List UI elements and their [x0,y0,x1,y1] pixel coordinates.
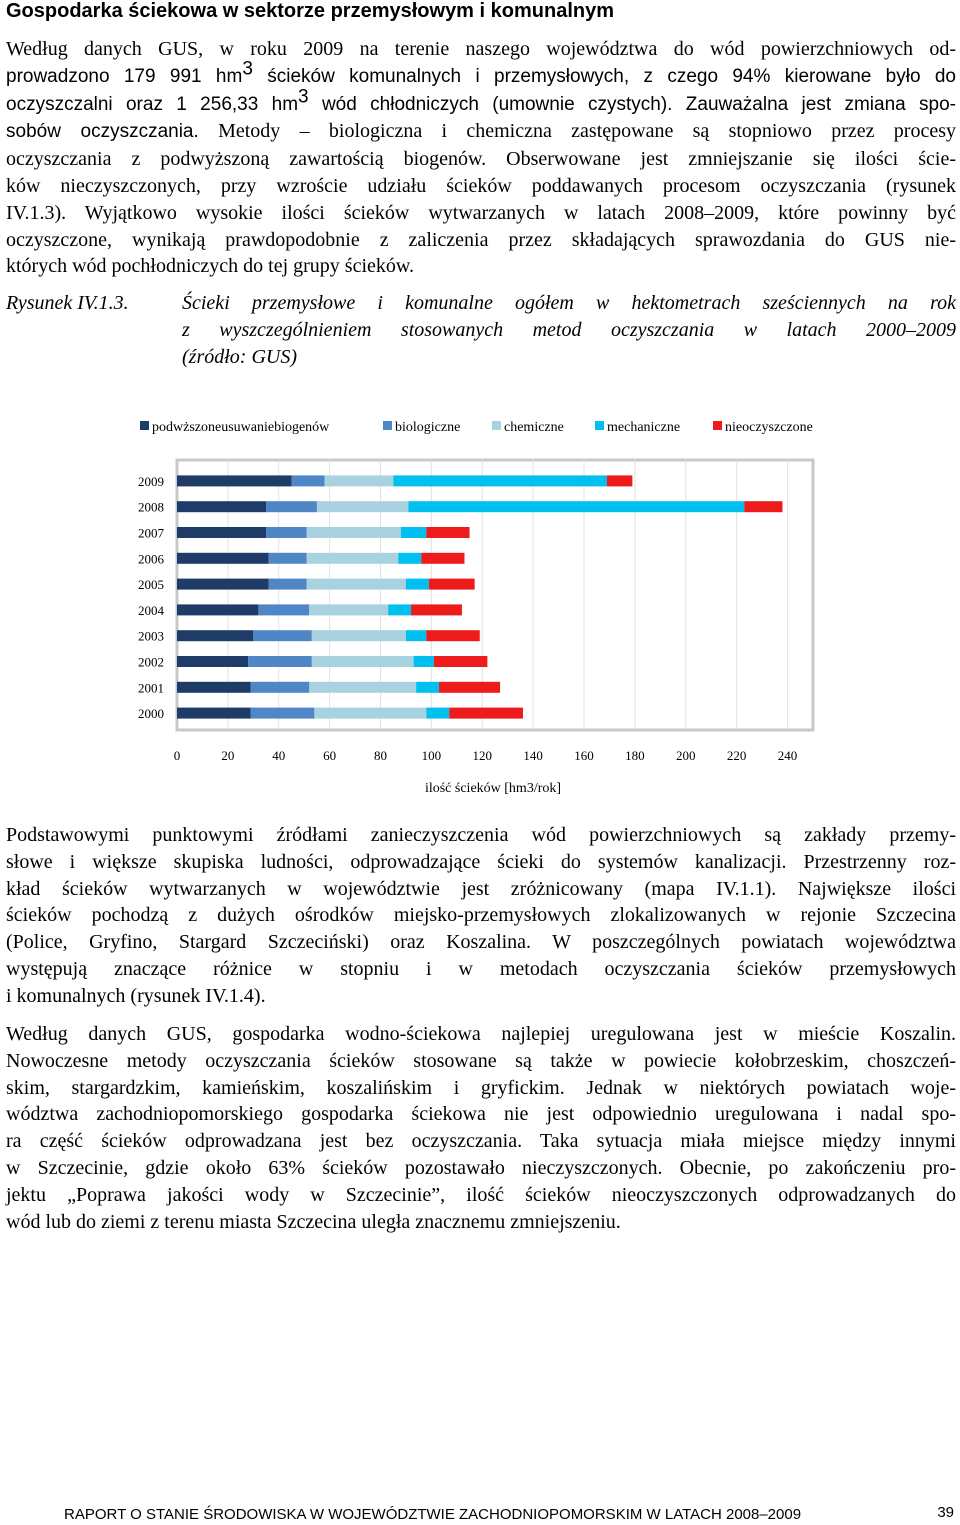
text-line: których wód pochłodniczych do tej grupy ścieków. [6,255,415,278]
caption-line: z wyszczególnieniem stosowanych metod oczyszczania w latach 2000–2009 [182,318,956,341]
bar-segment [309,604,388,615]
bar-segment [406,579,429,590]
text-fragment: oczyszczalni oraz 1 256,33 hm [6,93,299,115]
y-tick-label: 2000 [138,706,164,722]
bar-segment [177,501,266,512]
bar-segment [429,579,475,590]
bar-segment [414,656,434,667]
paragraph-management [6,1021,956,1235]
text-line: jektu „Poprawa jakości wody w Szczecinie”, ilość ścieków nieoczyszczonych odprowadzanych do [6,1183,956,1206]
bar-segment [266,527,307,538]
paragraph-sources [6,822,956,1010]
bar-segment [307,553,399,564]
bar-segment [388,604,411,615]
bar-segment [251,682,310,693]
x-tick-label: 160 [574,748,594,763]
y-tick-label: 2002 [138,654,164,670]
paragraph-intro [6,36,956,280]
page-number: 39 [937,1504,954,1521]
text-line: Nowoczesne metody oczyszczania ścieków stosowane są także w powiecie kołobrzeskim, choszczeń- [6,1049,956,1072]
legend-swatch [140,421,149,430]
bar-segment [607,475,632,486]
bar-segment [449,708,523,719]
text-line: słowe i większe skupiska ludności, odprowadzające ścieki do systemów kanalizacji. Przestrzenny roz- [6,850,956,873]
y-tick-label: 2007 [138,525,164,541]
bar-segment [177,682,251,693]
bar-segment [269,553,307,564]
text-line [6,58,956,91]
bar-segment [426,630,479,641]
x-tick-label: 0 [173,748,181,763]
bar-segment [312,656,414,667]
y-tick-label: 2005 [138,577,164,593]
text-line: wód lub do ziemi z terenu miasta Szczecina uległa znacznemu zmniejszeniu. [6,1210,621,1233]
text-line: skim, stargardzkim, kamieńskim, koszalińskim i gryfickim. Jednak w niektórych powiatach woje- [6,1076,956,1099]
bar-segment [177,475,291,486]
text-fragment: sobów oczyszczania. [6,121,199,143]
legend-label: nieoczyszczone [725,420,813,435]
text-line: oczyszczone, wynikają prawdopodobnie z zaliczenia przez składających sprawozdania do GUS nie- [6,228,956,251]
x-tick-label: 240 [777,748,798,763]
bar-segment [307,579,406,590]
text-line: w Szczecinie, gdzie około 63% ścieków pozostawało nieczyszczonych. Obecnie, po zakończeniu pro- [6,1156,956,1179]
text-line: Według danych GUS, gospodarka wodno-ściekowa najlepiej uregulowana jest w mieście Koszalin. [6,1023,956,1045]
bar-segment [177,527,266,538]
bar-segment [401,527,426,538]
legend-label: podwższoneusuwaniebiogenów [152,420,330,435]
bar-segment [251,708,315,719]
bar-segment [258,604,309,615]
y-tick-label: 2009 [138,473,164,489]
text-fragment: wód chłodniczych (umownie czystych). Zauważalna jest zmiana spo- [308,93,957,115]
superscript: 3 [298,85,309,107]
text-line: (Police, Gryfino, Stargard Szczeciński) oraz Koszalina. W poszczególnych powiatach województwa [6,931,956,954]
caption-line: (źródło: GUS) [182,345,297,368]
bar-segment [406,630,426,641]
text-fragment: Według danych GUS, w roku 2009 na terenie naszego województwa do wód powierzchniowych od- [6,38,956,60]
bar-segment [177,656,248,667]
text-line [6,200,956,227]
text-line: i komunalnych (rysunek IV.1.4). [6,984,266,1007]
legend-label: chemiczne [504,420,564,435]
bar-segment [309,682,416,693]
text-line [6,118,956,146]
legend-swatch [713,421,722,430]
bar-segment [744,501,782,512]
x-tick-label: 60 [323,748,337,763]
bar-segment [177,604,258,615]
section-heading: Gospodarka ściekowa w sektorze przemysłowym i komunalnym [6,0,614,22]
x-tick-label: 20 [221,748,235,763]
text-fragment: IV.1.3). [6,201,67,224]
x-tick-label: 100 [421,748,442,763]
bar-segment [269,579,307,590]
legend-swatch [492,421,501,430]
bar-segment [248,656,312,667]
bar-segment [426,708,449,719]
x-tick-label: 40 [272,748,286,763]
bar-segment [266,501,317,512]
bar-segment [177,630,253,641]
bar-segment [177,553,269,564]
bar-segment [409,501,745,512]
text-line: ścieków pochodzą z dużych ośrodków miejsko-przemysłowych zlokalizowanych w rejonie Szczecina [6,904,956,927]
bar-segment [291,475,324,486]
stacked-bar-chart [120,405,840,810]
x-axis-label: ilość ścieków [hm3/rok] [424,781,562,796]
bar-segment [177,708,251,719]
text-line: wództwa zachodniopomorskiego gospodarka ściekowa nie jest odpowiednio uregulowana i nadal spo- [6,1103,956,1126]
bar-segment [317,501,409,512]
x-tick-label: 220 [726,748,747,763]
bar-segment [421,553,464,564]
text-line: występują znaczące różnice w stopniu i w metodach oczyszczania ścieków przemysłowych [6,957,956,980]
legend-label: mechaniczne [607,420,681,435]
figure-caption [182,290,956,370]
text-fragment: ścieków komunalnych i przemysłowych, z czego 94% kierowane było do [252,65,956,87]
caption-line: Ścieki przemysłowe i komunalne ogółem w hektometrach sześciennych na rok [182,292,956,314]
bar-segment [393,475,607,486]
legend-swatch [383,421,392,430]
y-tick-label: 2006 [138,551,164,567]
legend-swatch [595,421,604,430]
x-tick-label: 120 [472,748,493,763]
x-tick-label: 200 [676,748,696,763]
bar-segment [416,682,439,693]
bar-segment [325,475,394,486]
bar-segment [314,708,426,719]
bar-segment [253,630,312,641]
text-fragment: Metody – biologiczna i chemiczna zastępowane są stopniowo przez procesy [198,120,957,143]
bar-segment [398,553,421,564]
y-tick-label: 2008 [138,499,164,515]
text-fragment: Wyjątkowo wysokie ilości ścieków wytwarzanych w latach 2008–2009, które powinny być [66,201,956,224]
x-tick-label: 140 [523,748,543,763]
text-line: oczyszczania z podwyższoną zawartością biogenów. Obserwowane jest zmniejszanie się ilości ście- [6,148,956,171]
text-fragment: prowadzono 179 991 hm [6,65,243,87]
bar-segment [312,630,406,641]
page-footer: RAPORT O STANIE ŚRODOWISKA W WOJEWÓDZTWIE ZACHODNIOPOMORSKIM W LATACH 2008–2009 [64,1506,802,1523]
bar-segment [307,527,401,538]
bar-segment [439,682,500,693]
legend-label: biologiczne [395,420,461,435]
y-tick-label: 2003 [138,628,164,644]
x-tick-label: 80 [374,748,388,763]
y-tick-label: 2001 [138,680,164,696]
superscript: 3 [242,58,253,80]
text-line: Podstawowymi punktowymi źródłami zanieczyszczenia wód powierzchniowych są zakłady przemy- [6,824,956,846]
bar-segment [434,656,487,667]
x-tick-label: 180 [625,748,645,763]
y-tick-label: 2004 [138,602,164,618]
bar-segment [411,604,462,615]
text-line: ra część ścieków odprowadzana jest bez oczyszczania. Taka sytuacja miała miejsce między innymi [6,1130,956,1153]
text-line [6,85,957,119]
text-line: ków nieczyszczonych, przy wzroście udziału ścieków poddawanych procesom oczyszczania (rysunek [6,174,956,197]
text-line: kład ścieków wytwarzanych w województwie jest zróżnicowany (mapa IV.1.1). Największe ilości [6,877,956,900]
bar-segment [177,579,269,590]
bar-segment [426,527,469,538]
figure-label: Rysunek IV.1.3. [6,292,129,314]
text-line [6,36,956,63]
